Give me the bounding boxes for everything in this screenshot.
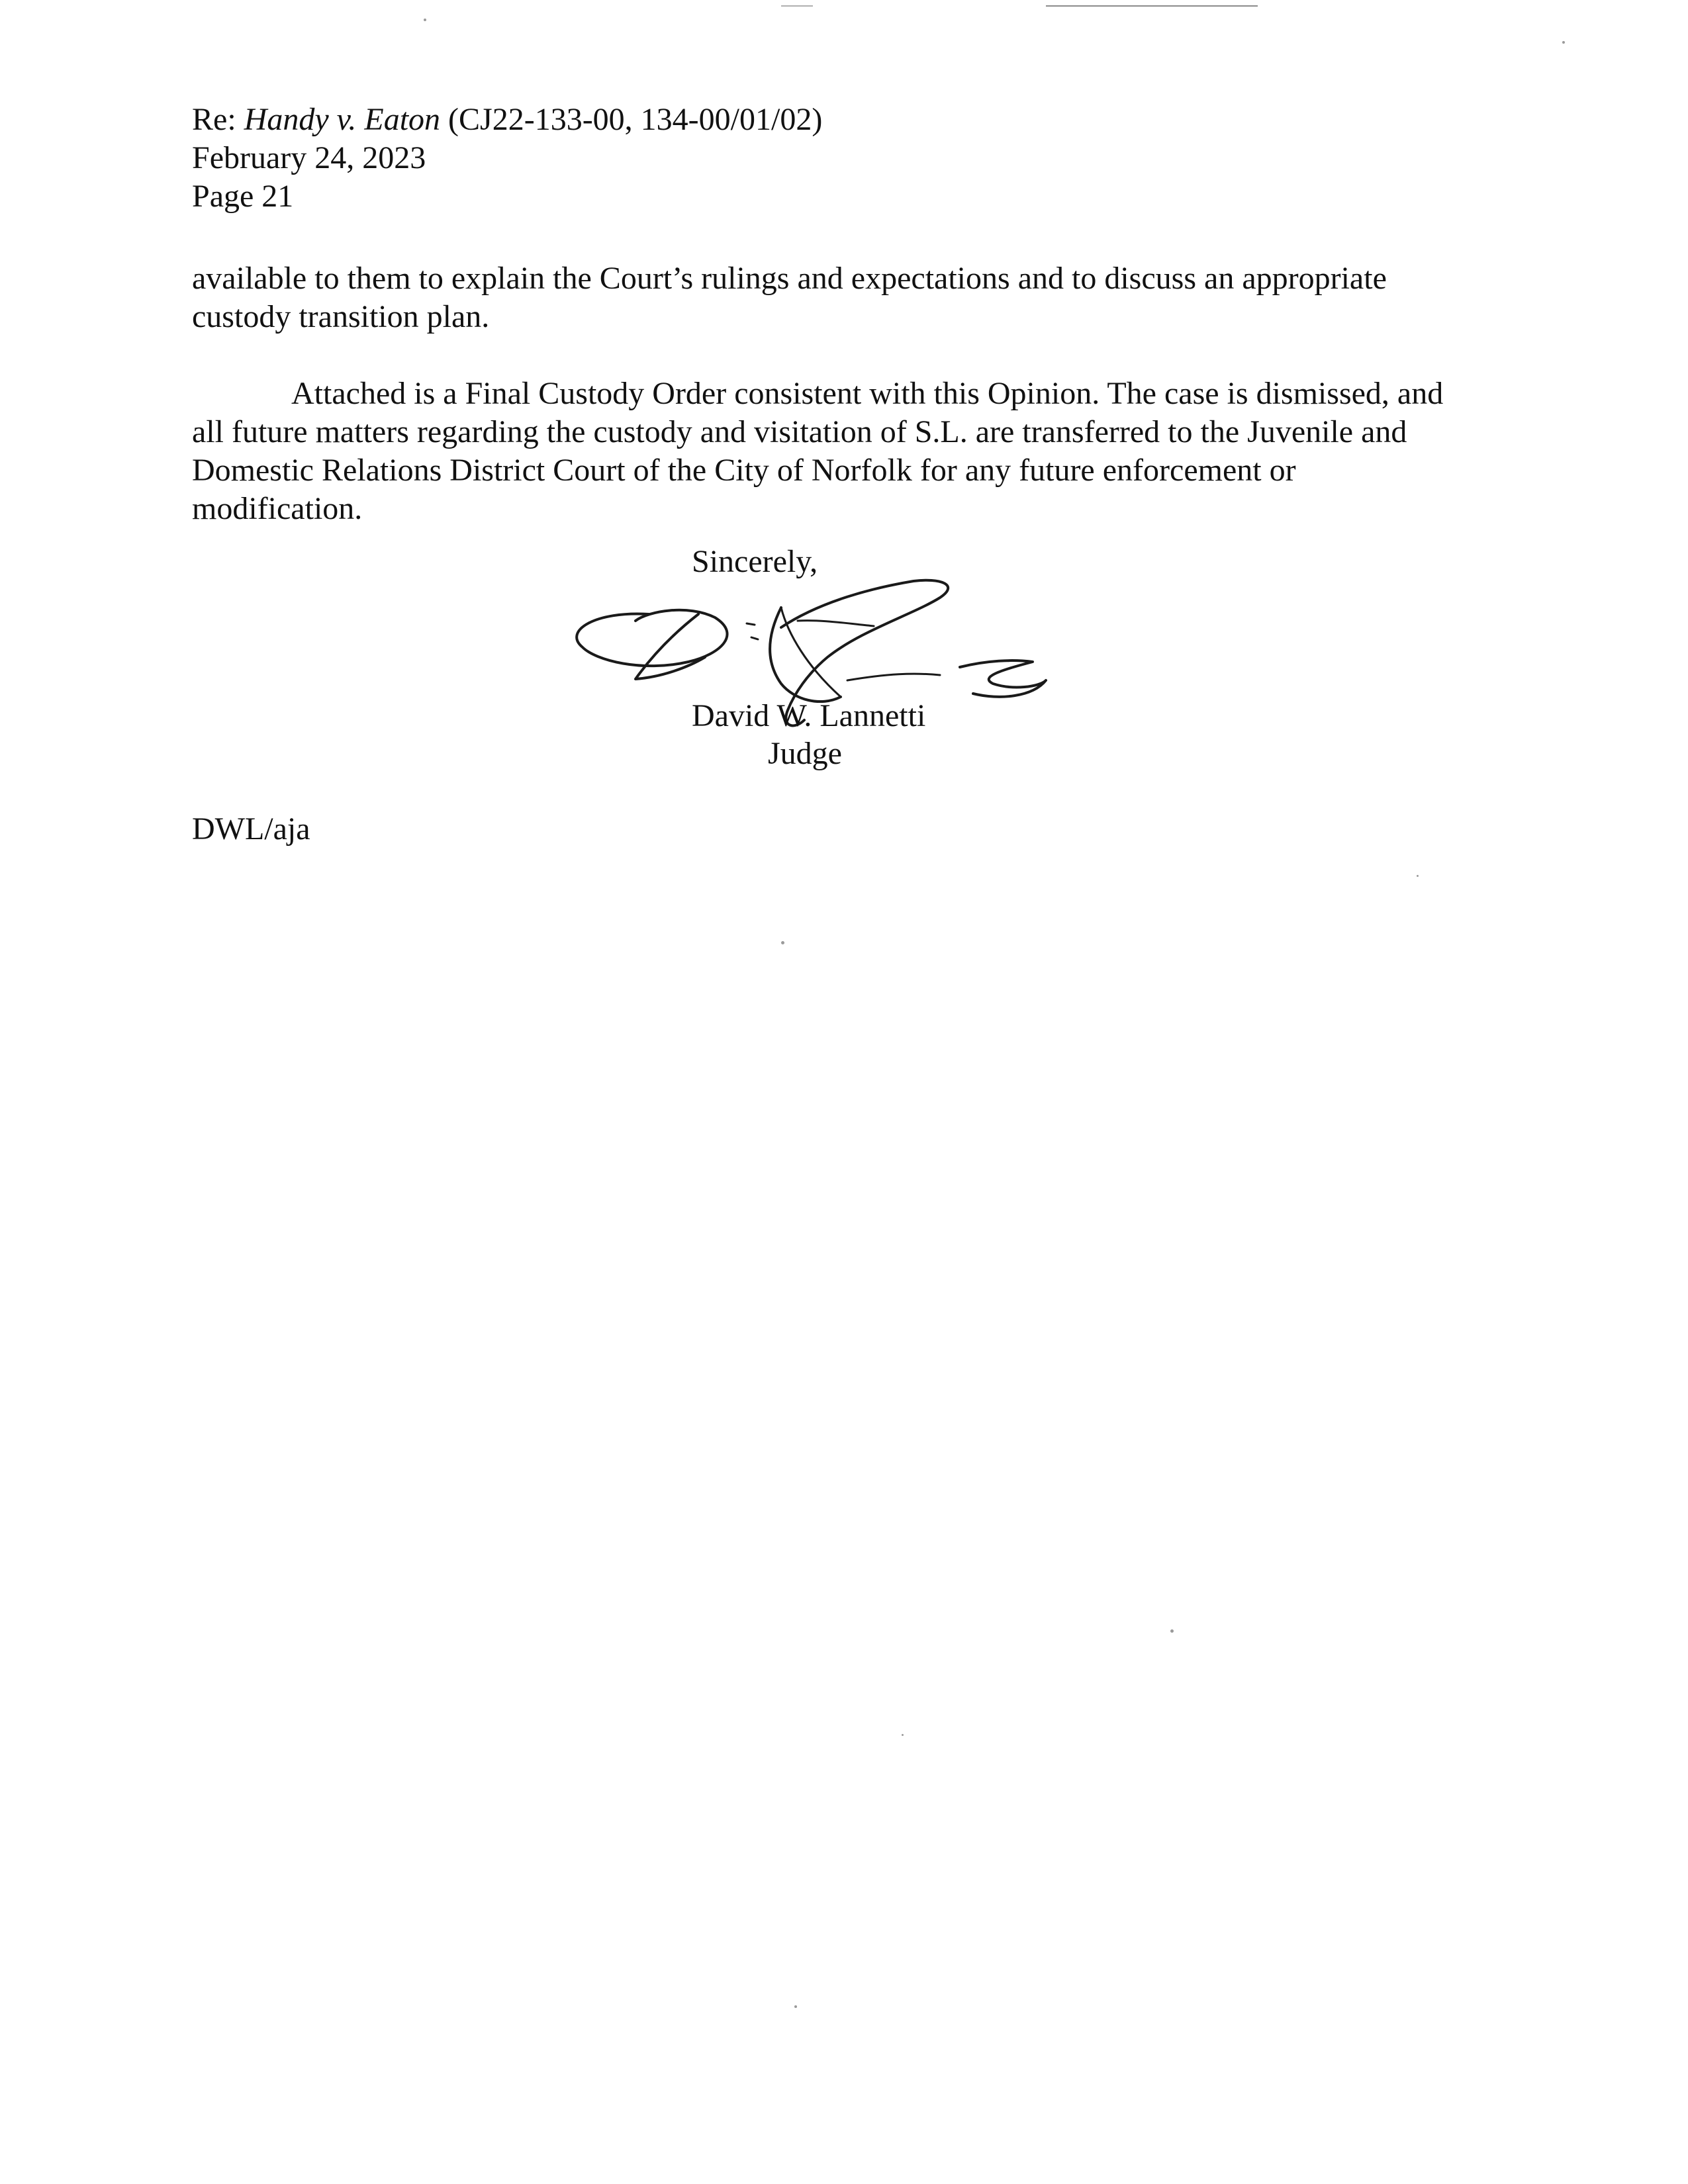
scan-speck	[794, 2005, 797, 2008]
closing-salutation: Sincerely,	[692, 544, 818, 579]
page-number: Page 21	[192, 179, 294, 214]
scan-artifact-rule	[781, 5, 813, 7]
scan-speck	[902, 1734, 904, 1736]
scan-speck	[1562, 41, 1565, 44]
signer-name: David W. Lannetti	[692, 698, 926, 733]
scan-speck	[1417, 875, 1419, 877]
scan-speck	[424, 19, 426, 21]
case-numbers: (CJ22-133-00, 134-00/01/02)	[440, 102, 823, 137]
scan-speck	[781, 941, 784, 944]
letter-header	[192, 101, 822, 216]
signer-title: Judge	[768, 736, 842, 771]
case-name: Handy v. Eaton	[244, 102, 441, 137]
body-paragraph: available to them to explain the Court’s rulings and expectations and to discuss an appropriate custody transition plan.	[192, 261, 1387, 334]
re-prefix: Re:	[192, 102, 244, 137]
body-paragraph: Attached is a Final Custody Order consistent with this Opinion. The case is dismissed, and all future matters regarding the custody and visitation of S.L. are transferred to the Juvenile and Domestic Relations District Court of the City of Norfolk for any future enforcement or modification.	[192, 376, 1444, 526]
re-line	[192, 101, 822, 139]
typist-initials: DWL/aja	[192, 811, 310, 846]
letter-body	[192, 259, 1470, 528]
scan-speck	[1170, 1629, 1174, 1633]
letter-date: February 24, 2023	[192, 140, 426, 175]
scan-artifact-rule	[1046, 5, 1258, 7]
